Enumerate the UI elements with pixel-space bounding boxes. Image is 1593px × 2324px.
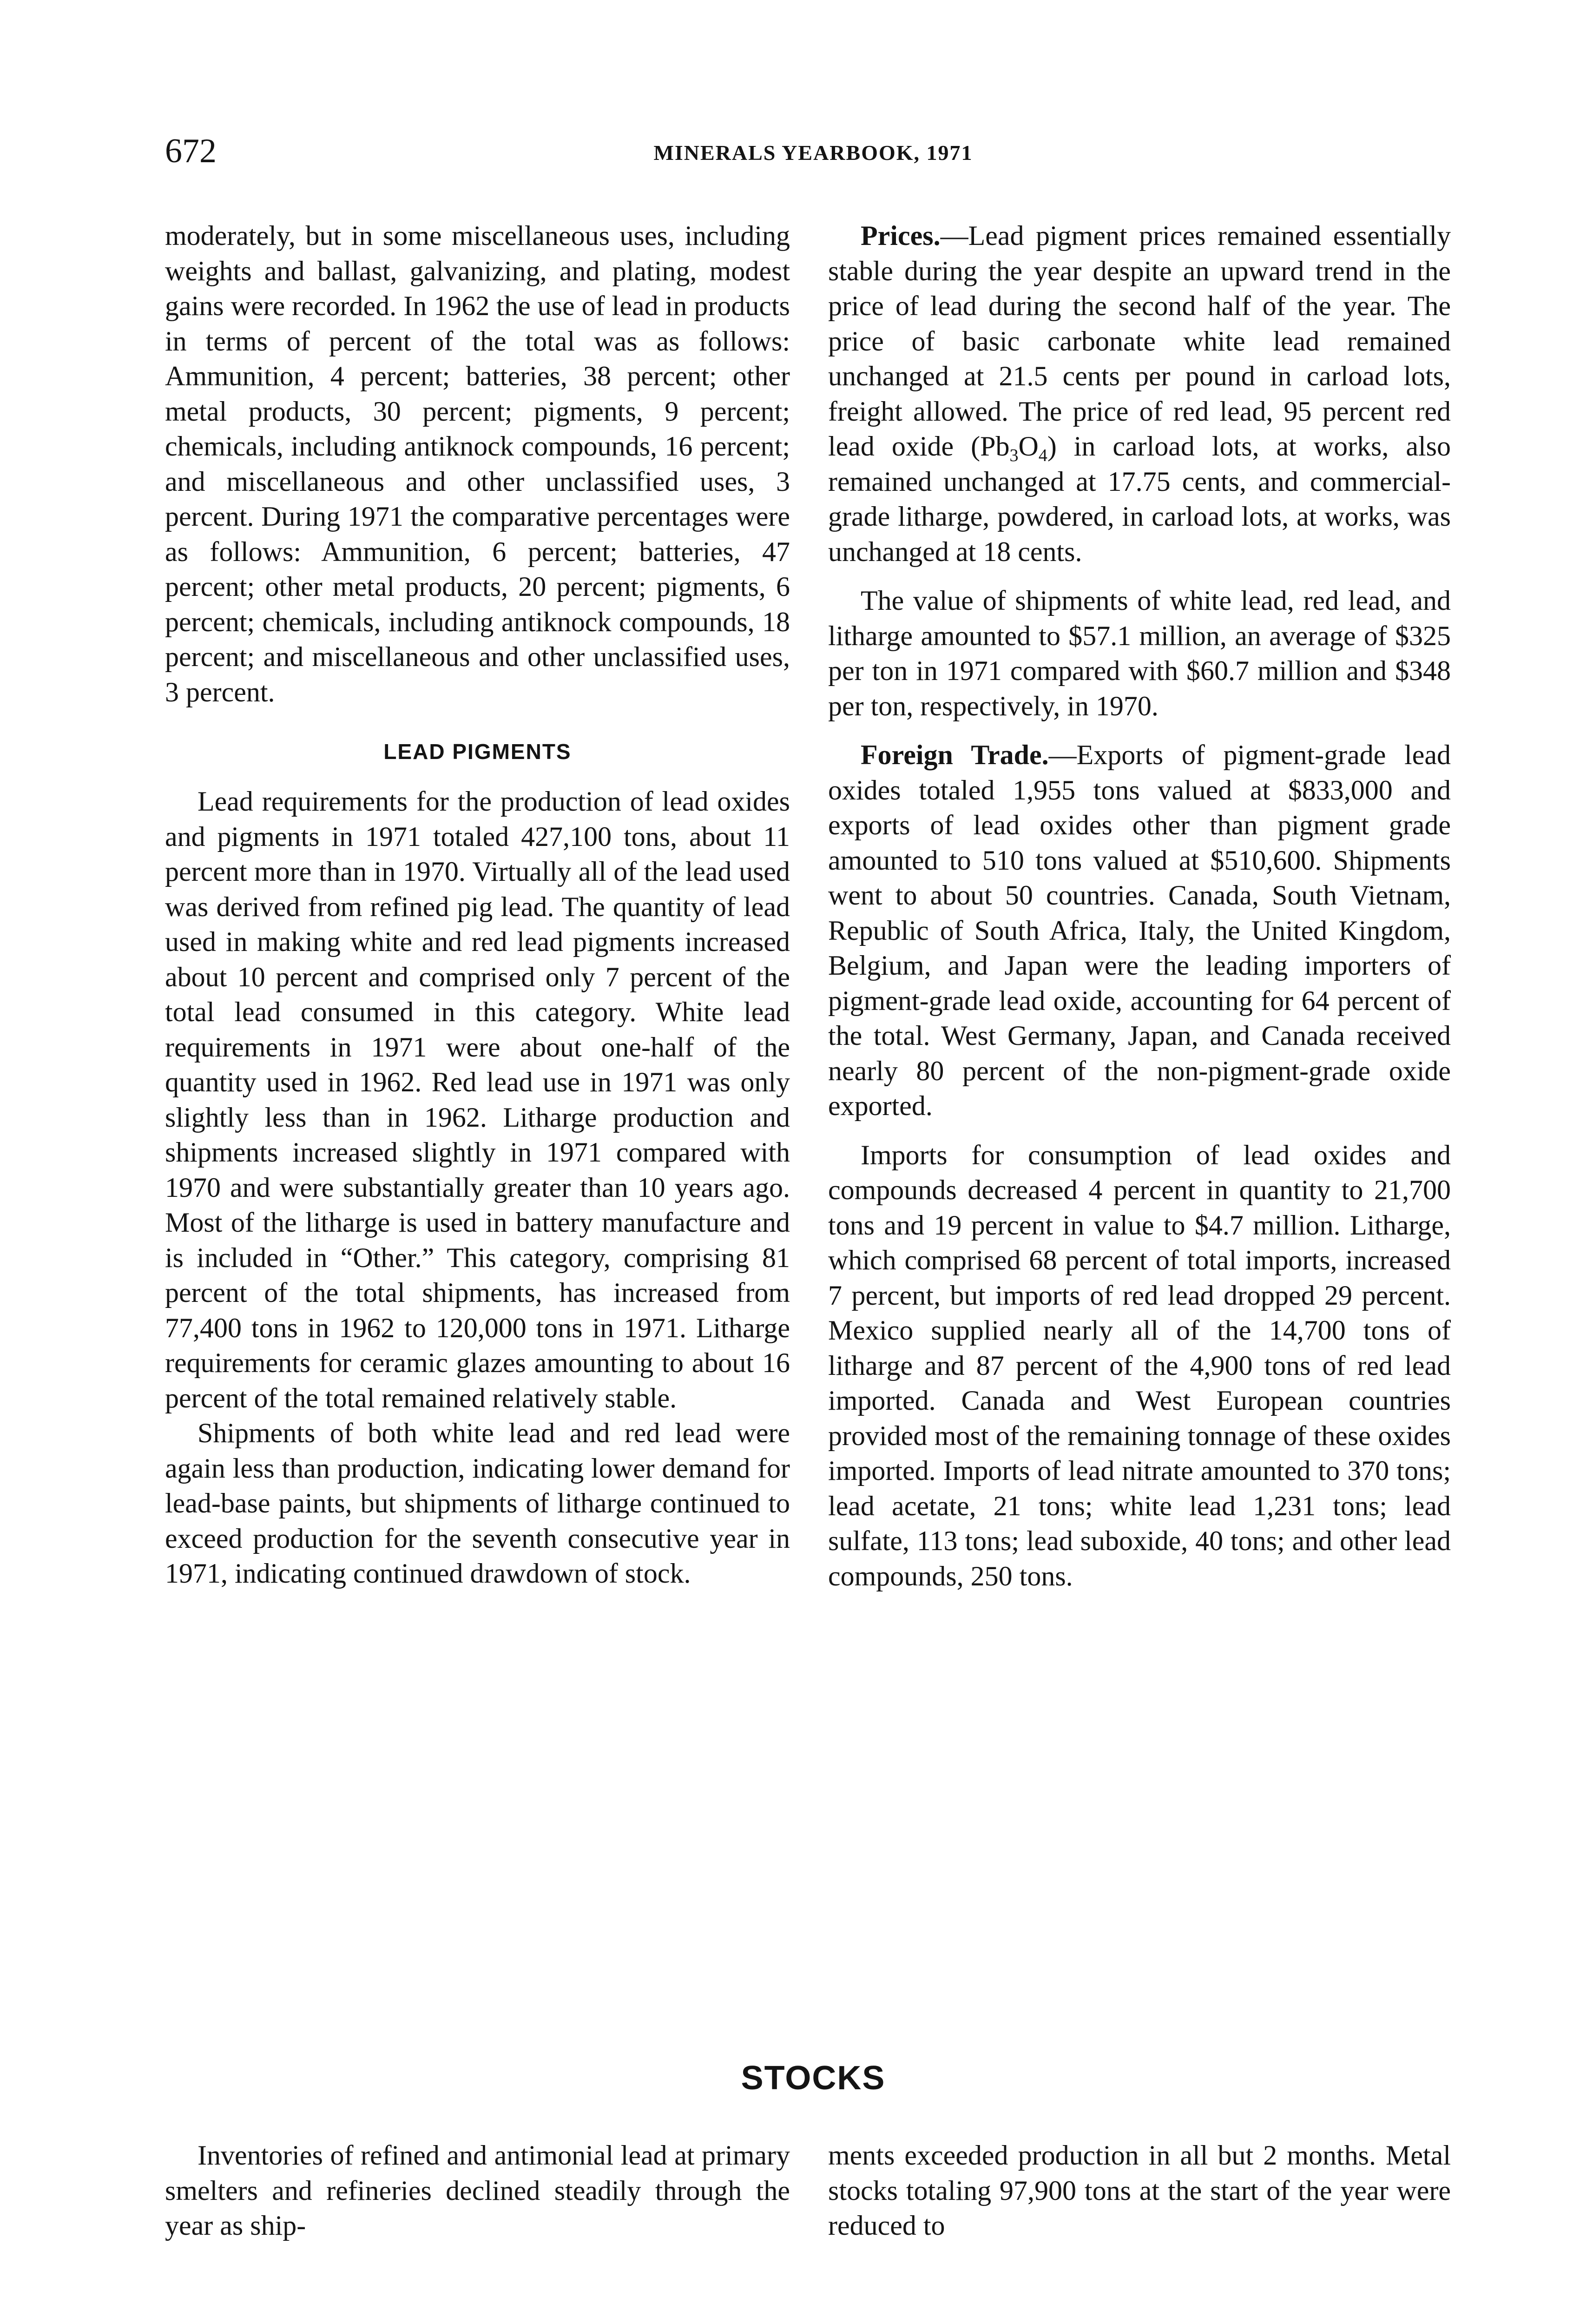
paragraph-foreign-trade (828, 738, 1451, 1124)
paragraph-stocks-right: ments exceeded production in all but 2 months. Metal stocks totaling 97,900 tons at the start of the year were reduced to (828, 2140, 1451, 2241)
section-heading-lead-pigments: LEAD PIGMENTS (383, 739, 572, 764)
foreign-trade-text: —Exports of pigment-grade lead oxides totaled 1,955 tons valued at $833,000 and exports of lead oxides other than pigment grade amounted to 510 tons valued at $510,600. Shipments went to about 50 countries. Canada, South Vietnam, Republic of South Africa, Italy, the United Kingdom, Belgium, and Japan were the leading importers of pigment-grade lead oxide, accounting for 64 percent of the total. West Germany, Japan, and Canada received nearly 80 percent of the non-pigment-grade oxide exported. (828, 739, 1451, 1121)
stocks-right-column (828, 2138, 1451, 2244)
formula-subscript-4: 4 (1038, 446, 1047, 465)
prices-run-in-heading: Prices. (861, 220, 941, 251)
page-number: 672 (165, 132, 217, 170)
right-column (828, 218, 1451, 1594)
paragraph-stocks-left: Inventories of refined and antimonial lead at primary smelters and refineries declined steadily through the year as ship- (165, 2140, 790, 2241)
formula-oxygen: O (1018, 431, 1039, 462)
left-column (165, 218, 790, 1591)
formula-subscript-3: 3 (1009, 446, 1019, 465)
paragraph-prices (828, 218, 1451, 569)
paragraph-lead-pigments-shipments: Shipments of both white lead and red lead were again less than production, indicating lower demand for lead-base paints, but shipments of litharge continued to exceed production for the seventh consecutive year in 1971, indicating continued drawdown of stock. (165, 1418, 790, 1589)
paragraph-lead-pigments-requirements: Lead requirements for the production of lead oxides and pigments in 1971 totaled 427,100 tons, about 11 percent more than in 1970. Virtually all of the lead used was derived from refined pig lead. The quantity of lead used in making white and red lead pigments increased about 10 percent and comprised only 7 percent of the total lead consumed in this category. White lead requirements in 1971 were about one-half of the quantity used in 1962. Red lead use in 1971 was only slightly less than in 1962. Litharge production and shipments increased slightly in 1971 compared with 1970 and were substantially greater than 10 years ago. Most of the litharge is used in battery manufacture and is included in “Other.” This category, comprising 81 percent of the total shipments, has increased from 77,400 tons in 1962 to 120,000 tons in 1971. Litharge requirements for ceramic glazes amounting to about 16 percent of the total remained relatively stable. (165, 786, 790, 1413)
prices-text-part2: ) in carload lots, at works, also remained unchanged at 17.75 cents, and commercial-grade litharge, powdered, in carload lots, at works, was unchanged at 18 cents. (828, 431, 1451, 567)
section-heading-stocks: STOCKS (741, 2060, 886, 2097)
page-header (165, 134, 1461, 185)
stocks-left-column (165, 2138, 790, 2244)
prices-text-part1: —Lead pigment prices remained essentially stable during the year despite an upward trend in the price of lead during the second half of the year. The price of basic carbonate white lead remained unchanged at 21.5 cents per pound in carload lots, freight allowed. The price of red lead, 95 percent red lead oxide (Pb (828, 220, 1451, 462)
paragraph-shipment-value: The value of shipments of white lead, red lead, and litharge amounted to $57.1 million, an average of $325 per ton in 1971 compared with $60.7 million and $348 per ton, respectively, in 1970. (828, 585, 1451, 721)
paragraph-lead-uses-continued: moderately, but in some miscellaneous uses, including weights and ballast, galvanizing, and plating, modest gains were recorded. In 1962 the use of lead in products in terms of percent of the total was as follows: Ammunition, 4 percent; batteries, 38 percent; other metal products, 30 percent; pigments, 9 percent; chemicals, including antiknock compounds, 16 percent; and miscellaneous and other unclassified uses, 3 percent. During 1971 the comparative percentages were as follows: Ammunition, 6 percent; batteries, 47 percent; other metal products, 20 percent; pigments, 6 percent; chemicals, including antiknock compounds, 18 percent; and miscellaneous and other unclassified uses, 3 percent. (165, 220, 790, 707)
foreign-trade-run-in-heading: Foreign Trade. (861, 739, 1049, 770)
paragraph-imports: Imports for consumption of lead oxides and compounds decreased 4 percent in quantity to 21,700 tons and 19 percent in value to $4.7 million. Litharge, which comprised 68 percent of total imports, increased 7 percent, but imports of red lead dropped 29 percent. Mexico supplied nearly all of the 14,700 tons of litharge and 87 percent of the 4,900 tons of red lead imported. Canada and West European countries provided most of the remaining tonnage of these oxides imported. Imports of lead nitrate amounted to 370 tons; lead acetate, 21 tons; white lead 1,231 tons; lead sulfate, 113 tons; lead suboxide, 40 tons; and other lead compounds, 250 tons. (828, 1139, 1451, 1591)
running-head: MINERALS YEARBOOK, 1971 (653, 141, 973, 165)
